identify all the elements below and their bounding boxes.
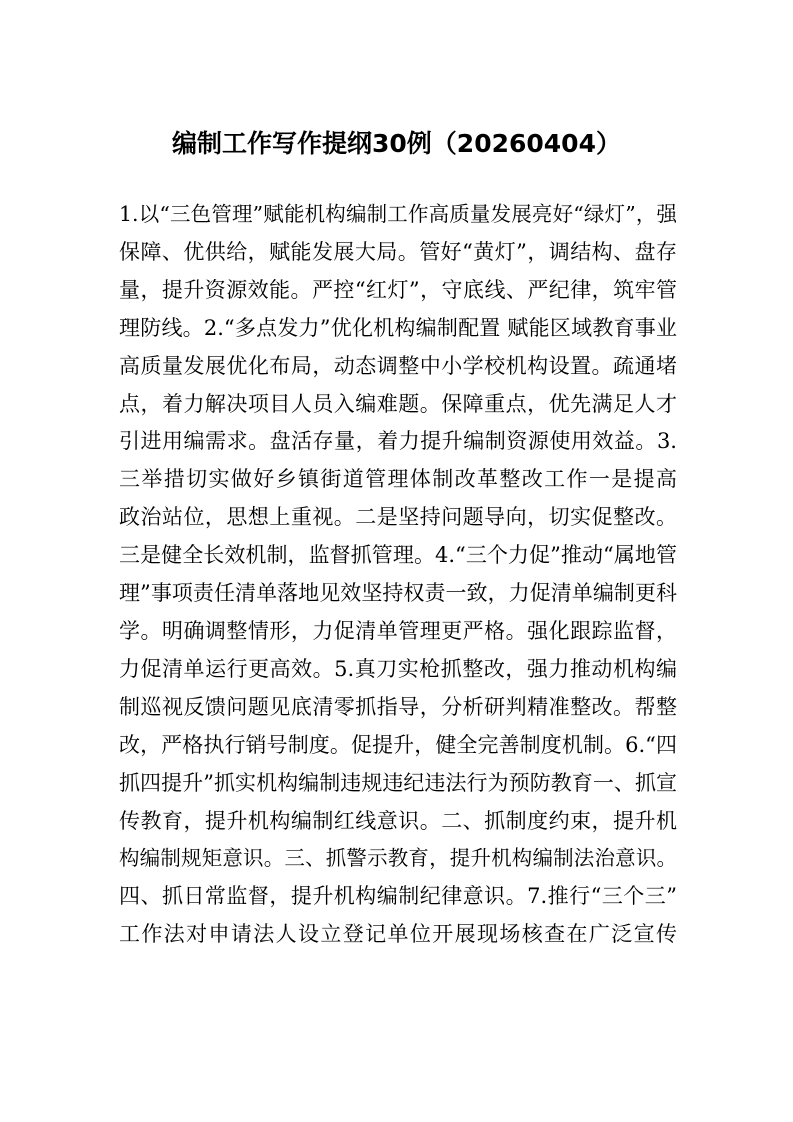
document-title: 编制工作写作提纲30例（20260404） — [172, 129, 621, 158]
body-line: 点，着力解决项目人员入编难题。保障重点，优先满足人才 — [119, 391, 677, 416]
body-line: 工作法对申请法人设立登记单位开展现场核查在广泛宣传 — [119, 922, 677, 947]
body-line: 政治站位，思想上重视。二是坚持问题导向，切实促整改。 — [119, 505, 677, 530]
body-line: 抓四提升”抓实机构编制违规违纪违法行为预防教育一、抓宣 — [119, 770, 677, 795]
document-body — [119, 196, 677, 954]
body-line: 四、抓日常监督，提升机构编制纪律意识。7.推行“三个三” — [119, 884, 677, 909]
body-line: 制巡视反馈问题见底清零抓指导，分析研判精准整改。帮整 — [119, 694, 677, 719]
body-line: 三举措切实做好乡镇街道管理体制改革整改工作一是提高 — [119, 467, 677, 492]
body-line: 改，严格执行销号制度。促提升，健全完善制度机制。6.“四 — [119, 732, 677, 757]
body-line: 三是健全长效机制，监督抓管理。4.“三个力促”推动“属地管 — [119, 543, 677, 568]
body-line: 力促清单运行更高效。5.真刀实枪抓整改，强力推动机构编 — [119, 656, 677, 681]
body-line: 构编制规矩意识。三、抓警示教育，提升机构编制法治意识。 — [119, 846, 677, 871]
body-line: 量，提升资源效能。严控“红灯”，守底线、严纪律，筑牢管 — [119, 277, 677, 302]
body-line: 高质量发展优化布局，动态调整中小学校机构设置。疏通堵 — [119, 353, 677, 378]
body-line: 引进用编需求。盘活存量，着力提升编制资源使用效益。3. — [119, 429, 677, 454]
body-line: 理”事项责任清单落地见效坚持权责一致，力促清单编制更科 — [119, 581, 677, 606]
body-line: 学。明确调整情形，力促清单管理更严格。强化跟踪监督， — [119, 618, 677, 643]
body-line: 1.以“三色管理”赋能机构编制工作高质量发展亮好“绿灯”，强 — [119, 202, 677, 226]
body-line: 传教育，提升机构编制红线意识。二、抓制度约束，提升机 — [119, 808, 677, 833]
body-line: 理防线。2.“多点发力”优化机构编制配置 赋能区域教育事业 — [119, 315, 677, 340]
body-line: 保障、优供给，赋能发展大局。管好“黄灯”，调结构、盘存 — [119, 239, 677, 264]
